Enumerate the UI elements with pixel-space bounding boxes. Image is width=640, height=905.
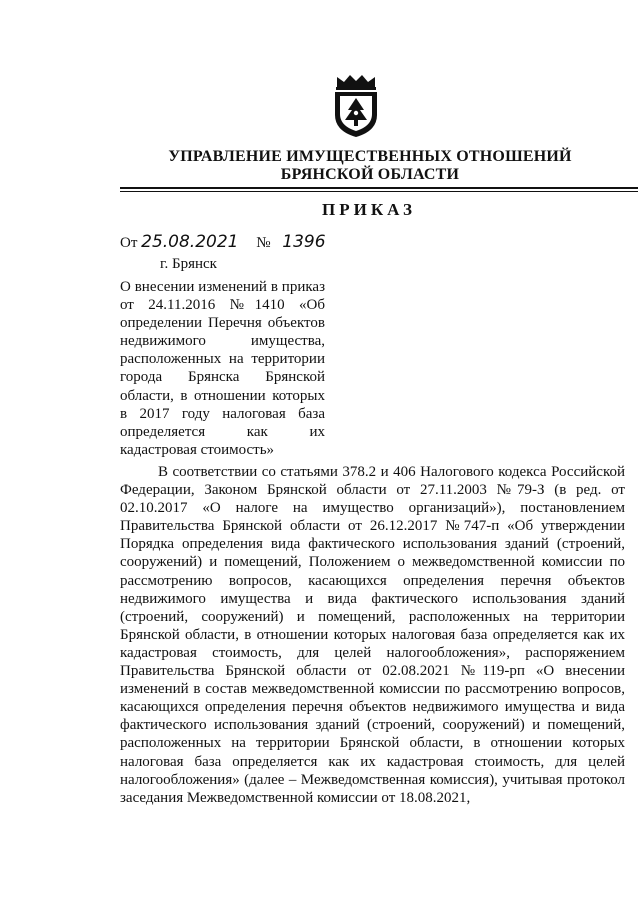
header-rule-thick xyxy=(120,187,638,189)
date-number-line xyxy=(120,232,326,252)
order-subject: О внесении изменений в приказ от 24.11.2016 №1410 «Об определении Перечня объектов недвижимого имущества, расположенных на территории города Брянска Брянской области, в отношении которых в 2017 году налоговая база определяется как их кадастровая стоимость» xyxy=(120,279,325,458)
order-body xyxy=(120,463,625,807)
number-prefix: № xyxy=(256,235,271,251)
handwritten-number: 1396 xyxy=(282,232,326,252)
date-prefix: От xyxy=(120,235,138,251)
city-line: г. Брянск xyxy=(160,256,217,272)
header-rule-thin xyxy=(120,191,638,192)
handwritten-date: 25.08.2021 xyxy=(141,232,239,252)
organization-name-line1: УПРАВЛЕНИЕ ИМУЩЕСТВЕННЫХ ОТНОШЕНИЙ xyxy=(168,148,572,165)
body-paragraph: В соответствии со статьями 378.2 и 406 Налогового кодекса Российской Федерации, Законом Брянской области от 27.11.2003 №79-З (в ред. от 02.10.2017 «О налоге на имущество организаций»), постановлением Правительства Брянской области от 26.12.2017 №747-п «Об утверждении Порядка определения вида фактического использования зданий (строений, сооружений) и помещений, Положением о межведомственной комиссии по рассмотрению вопросов, касающихся определения перечня объектов недвижимого имущества и вида фактического использования зданий (строений, сооружений) и помещений, расположенных на территории Брянской области, в отношении которых налоговая база определяется как их кадастровая стоимость, для целей налогообложения», распоряжением Правительства Брянской области от 02.08.2021 №119-рп «О внесении изменений в состав межведомственной комиссии по рассмотрению вопросов, касающихся определения перечня объектов недвижимого имущества и вида фактического использования зданий (строений, сооружений) и помещений, расположенных на территории Брянской области, в отношении которых налоговая база определяется как их кадастровая стоимость, для целей налогообложения» (далее – Межведомственная комиссия), учитывая протокол заседания Межведомственной комиссии от 18.08.2021, xyxy=(120,464,625,806)
document-type-title: ПРИКАЗ xyxy=(322,200,416,219)
organization-name-line2: БРЯНСКОЙ ОБЛАСТИ xyxy=(280,166,460,183)
coat-of-arms-icon xyxy=(331,73,381,139)
